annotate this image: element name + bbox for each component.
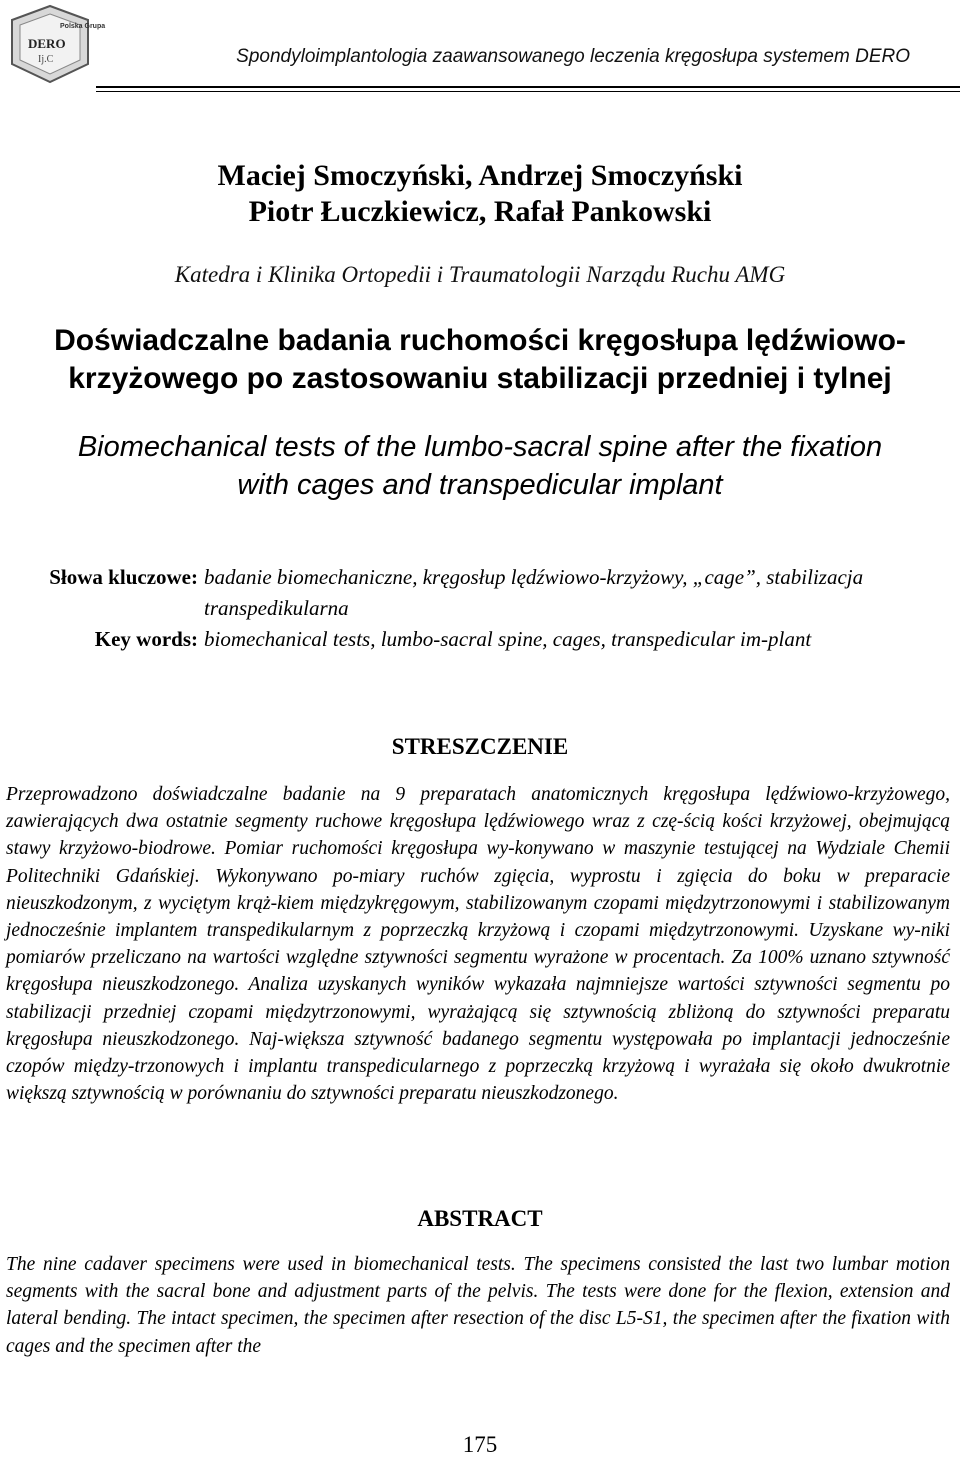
- abstract-heading: ABSTRACT: [417, 1206, 543, 1231]
- title-english-line-1: Biomechanical tests of the lumbo-sacral spine after the fixation: [77, 431, 883, 463]
- page-number: 175: [462, 1432, 498, 1457]
- keywords-polish-label: Słowa kluczowe:: [49, 565, 198, 589]
- dero-logo-icon: [4, 4, 106, 84]
- running-header: [0, 0, 960, 92]
- streszczenie-heading: STRESZCZENIE: [391, 734, 569, 759]
- authors-line-2: Piotr Łuczkiewicz, Rafał Pankowski: [248, 195, 712, 228]
- streszczenie-text: Przeprowadzono doświadczalne badanie na 9 preparatach anatomicznych kręgosłupa lędźwiowo-krzyżowego, zawierających dwa ostatnie segmenty ruchowe kręgosłupa lędźwiowego wraz z czę-ścią kości krzyżowej, obejmującą stawy krzyżowo-biodrowe. Pomiar ruchomości kręgosłupa wy-konywano w maszynie testującej na Wydziale Chemii Politechniki Gdańskiej. Wykonywano po-miary ruchów zgięcia, wyprostu i zgięcia do boku w preparacie nieuszkodzonym, z wyciętym krąż-kiem międzykręgowym, stabilizowanym czopami międzytrzonowymi i stabilizowanym jednocześnie implantem transpedikularnym z poprzeczką krzyżową i czopami międzytrzonowymi. Uzyskane wy-niki pomiarów przeliczano na wartości względne sztywności segmentu wyrażone w procentach. Za 100% uznano sztywność kręgosłupa nieuszkodzonego. Analiza uzyskanych wyników wykazała najmniejsze wartości sztywności segmentu po stabilizacji przedniej czopami międzytrzonowymi, wyrażającą się sztywnością zbliżoną do sztywności preparatu kręgosłupa nieuszkodzonego. Naj-większa sztywność badanego segmentu występowała po implantacji jednocześnie czopów między-trzonowych i implantu transpedicularnego z poprzeczką krzyżową i wyrażała się około dwukrotnie większą sztywnością w porównaniu do sztywności preparatu nieuszkodzonego.: [6, 784, 950, 1105]
- authors: [0, 158, 960, 230]
- keywords-block: [6, 562, 956, 655]
- title-polish-line-1: Doświadczalne badania ruchomości kręgosłupa lędźwiowo-: [54, 324, 906, 357]
- header-title: Spondyloimplantologia zaawansowanego leczenia kręgosłupa systemem DERO: [236, 46, 910, 67]
- keywords-polish-text: badanie biomechaniczne, kręgosłup lędźwiowo-krzyżowy, „cage”, stabilizacja transpedikularna: [204, 565, 864, 620]
- keywords-english-label: Key words:: [94, 627, 198, 651]
- keywords-polish: [6, 562, 956, 624]
- title-polish: [0, 322, 960, 398]
- authors-line-1: Maciej Smoczyński, Andrzej Smoczyński: [217, 159, 743, 192]
- header-rule-thin: [96, 91, 960, 92]
- keywords-english: [6, 624, 956, 655]
- logo-text-top: Polska Grupa: [60, 23, 106, 30]
- abstract-text: The nine cadaver specimens were used in biomechanical tests. The specimens consisted the last two lumbar motion segments with the sacral bone and adjustment parts of the pelvis. The tests were done for the flexion, extension and lateral bending. The intact specimen, the specimen after resection of the disc L5-S1, the specimen after the fixation with cages and the specimen after the: [6, 1254, 950, 1357]
- title-polish-line-2: krzyżowego po zastosowaniu stabilizacji przedniej i tylnej: [68, 362, 892, 395]
- keywords-english-text: biomechanical tests, lumbo-sacral spine, cages, transpedicular im-plant: [204, 627, 812, 651]
- logo-text-main: DERO: [28, 36, 66, 51]
- title-english: [0, 428, 960, 504]
- title-english-line-2: with cages and transpedicular implant: [237, 469, 723, 501]
- logo-text-sub: Ij.C: [38, 54, 54, 65]
- header-rule: [96, 86, 960, 88]
- affiliation: Katedra i Klinika Ortopedii i Traumatologii Narządu Ruchu AMG: [174, 262, 786, 287]
